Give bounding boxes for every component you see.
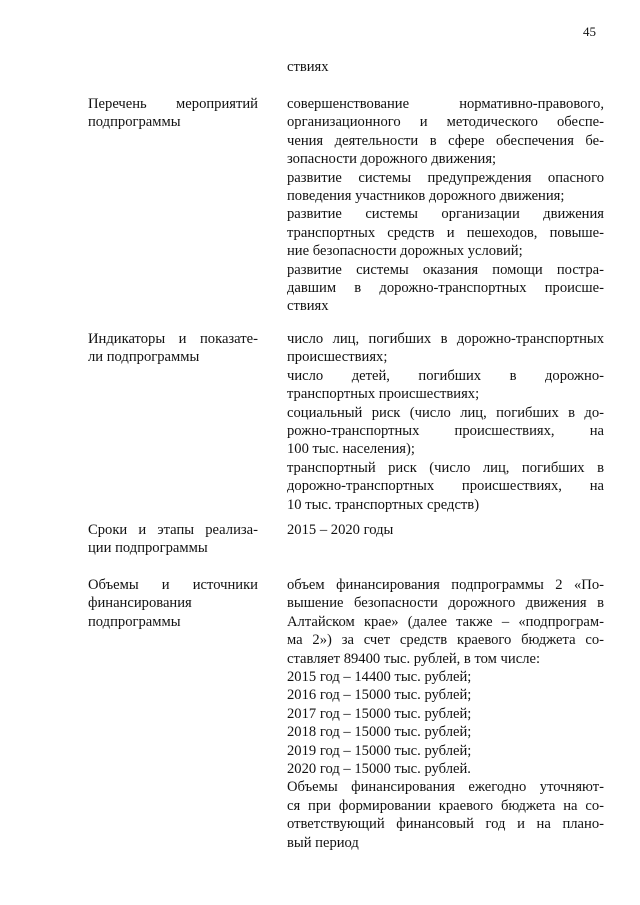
value-line: Алтайском крае» (далее также – «подпрограм-: [287, 613, 604, 630]
value-paragraph: [287, 705, 604, 723]
label-line: ции подпрограммы: [88, 540, 208, 557]
value-line: 2015 – 2020 годы: [287, 522, 394, 538]
value-paragraph: [287, 742, 604, 760]
label-line: Объемы и источники: [88, 577, 258, 593]
row-label: [88, 330, 258, 367]
row-value: [287, 330, 604, 514]
value-paragraph: [287, 760, 604, 778]
value-line: 2019 год – 15000 тыс. рублей;: [287, 742, 472, 759]
value-line: 2015 год – 14400 тыс. рублей;: [287, 669, 472, 686]
value-paragraph: [287, 521, 604, 539]
value-paragraph: [287, 576, 604, 668]
value-line: число детей, погибших в дорожно-: [287, 367, 604, 384]
value-line: происшествиях;: [287, 349, 388, 366]
value-paragraph: [287, 459, 604, 514]
row-value: [287, 95, 604, 316]
label-line: Сроки и этапы реализа-: [88, 522, 258, 538]
value-paragraph: [287, 668, 604, 686]
value-line: ние безопасности дорожных условий;: [287, 243, 523, 260]
value-line: 100 тыс. населения);: [287, 441, 415, 458]
value-line: ма 2») за счет средств краевого бюджета со-: [287, 632, 604, 649]
value-line: транспортный риск (число лиц, погибших в: [287, 459, 604, 476]
value-line: объем финансирования подпрограммы 2 «По-: [287, 577, 604, 593]
value-line: совершенствование нормативно-правового,: [287, 96, 604, 112]
row-value: [287, 576, 604, 852]
row-value: [287, 521, 604, 539]
continuation-text: ствиях: [287, 59, 329, 75]
value-paragraph: [287, 261, 604, 316]
value-line: развитие системы организации движения: [287, 206, 604, 223]
value-line: чения деятельности в сфере обеспечения бе-: [287, 132, 604, 149]
value-line: развитие системы оказания помощи постра-: [287, 261, 604, 278]
value-line: поведения участников дорожного движения;: [287, 188, 565, 205]
value-line: ответствующий финансовый год и на плано-: [287, 816, 604, 833]
value-paragraph: [287, 723, 604, 741]
label-line: ли подпрограммы: [88, 349, 200, 366]
value-line: организационного и методического обеспе-: [287, 114, 604, 131]
value-paragraph: [287, 404, 604, 459]
row-label: [88, 576, 258, 631]
label-line: подпрограммы: [88, 613, 181, 630]
label-line: Индикаторы и показате-: [88, 331, 258, 347]
value-line: 2018 год – 15000 тыс. рублей;: [287, 724, 472, 741]
value-line: 2017 год – 15000 тыс. рублей;: [287, 705, 472, 722]
value-line: ся при формировании краевого бюджета на со-: [287, 797, 604, 814]
value-paragraph: [287, 778, 604, 852]
value-line: давшим в дорожно-транспортных происше-: [287, 280, 604, 297]
label-line: Перечень мероприятий: [88, 96, 258, 112]
value-line: ствиях: [287, 298, 329, 315]
value-line: Объемы финансирования ежегодно уточняют-: [287, 779, 604, 796]
value-paragraph: [287, 95, 604, 169]
label-line: подпрограммы: [88, 114, 181, 131]
value-paragraph: [287, 169, 604, 206]
value-line: ставляет 89400 тыс. рублей, в том числе:: [287, 650, 541, 667]
value-paragraph: [287, 330, 604, 367]
value-line: вышение безопасности дорожного движения в: [287, 595, 604, 612]
page-number: 45: [583, 24, 596, 39]
value-line: вый период: [287, 834, 359, 851]
row-label: [88, 95, 258, 132]
label-line: финансирования: [88, 595, 192, 612]
value-paragraph: [287, 205, 604, 260]
value-line: 10 тыс. транспортных средств): [287, 496, 480, 513]
row-label: [88, 521, 258, 558]
value-paragraph: [287, 686, 604, 704]
value-line: зопасности дорожного движения;: [287, 151, 497, 168]
value-line: 2020 год – 15000 тыс. рублей.: [287, 761, 471, 778]
value-line: транспортных средств и пешеходов, повыше-: [287, 224, 604, 241]
value-paragraph: [287, 367, 604, 404]
value-line: рожно-транспортных происшествиях, на: [287, 423, 604, 440]
value-line: развитие системы предупреждения опасного: [287, 169, 604, 186]
value-line: социальный риск (число лиц, погибших в до-: [287, 404, 604, 421]
value-line: число лиц, погибших в дорожно-транспортных: [287, 331, 604, 347]
value-line: транспортных происшествиях;: [287, 386, 480, 403]
value-line: 2016 год – 15000 тыс. рублей;: [287, 687, 472, 704]
value-line: дорожно-транспортных происшествиях, на: [287, 478, 604, 495]
